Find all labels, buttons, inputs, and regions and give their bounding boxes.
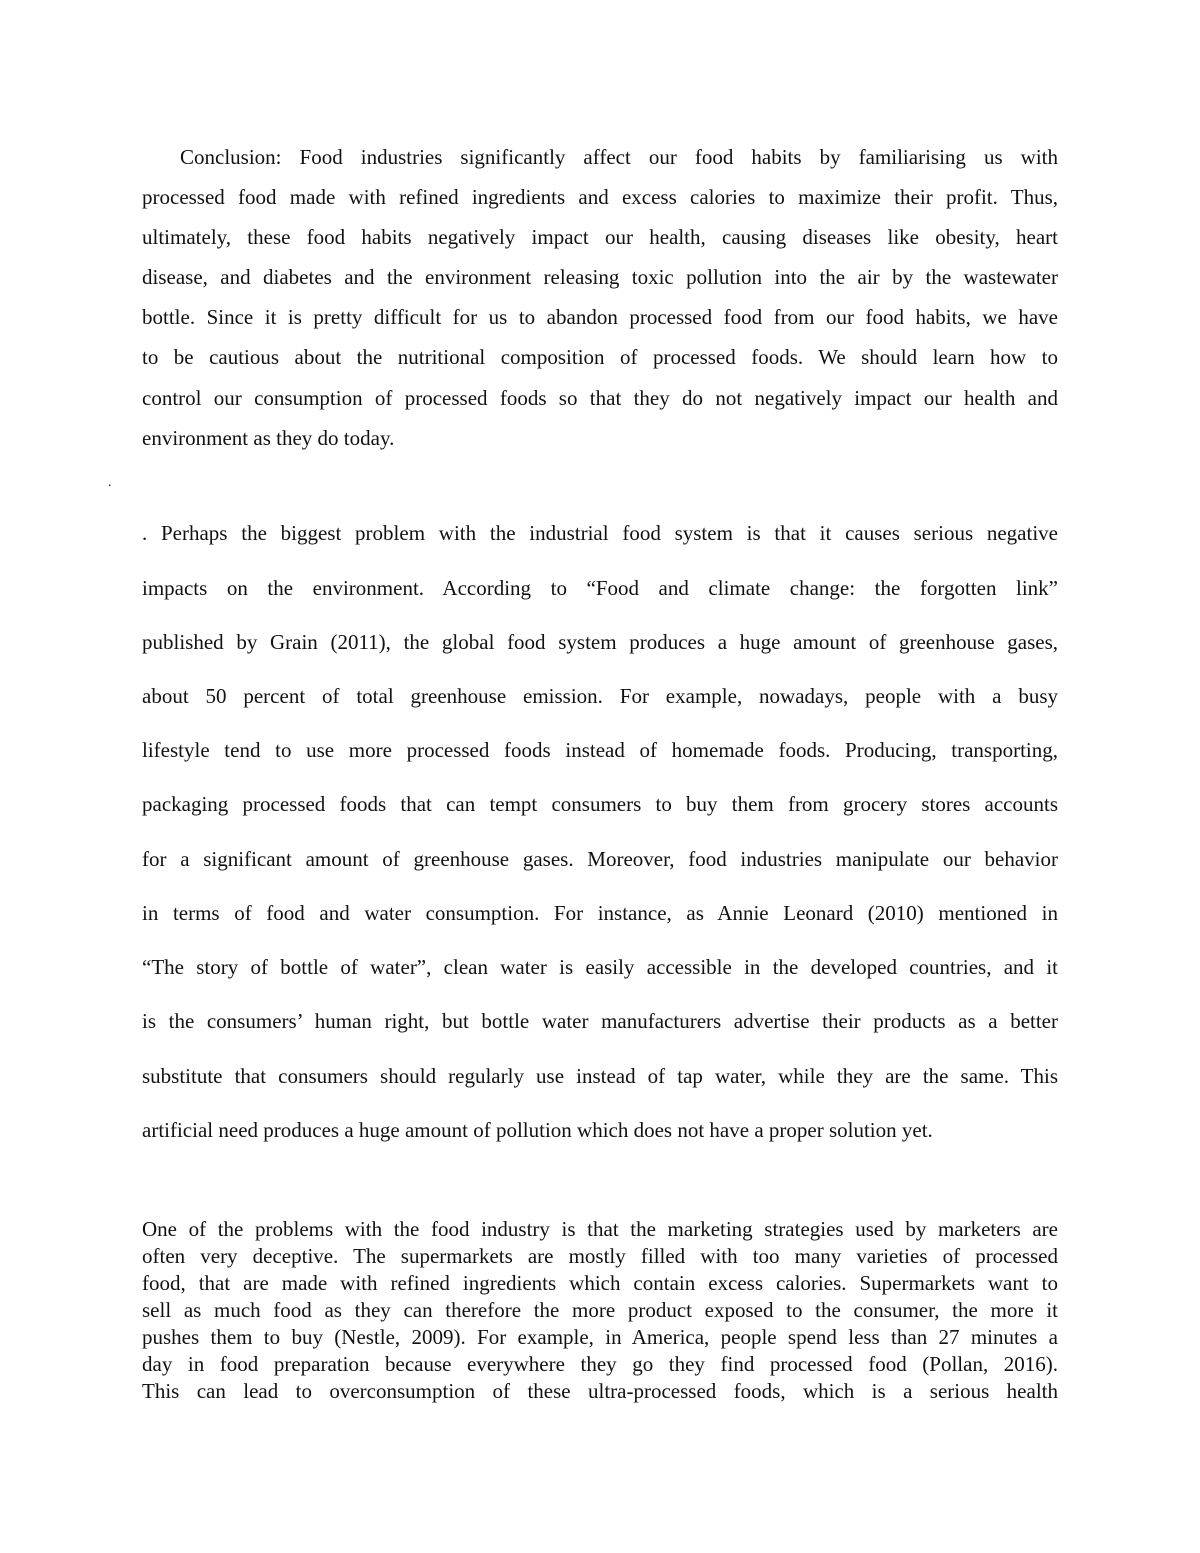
- conclusion-line-3: ultimately, these food habits negatively impact our health, causing diseases like obesity, heart: [142, 225, 1058, 249]
- environment-line-3: published by Grain (2011), the global food system produces a huge amount of greenhouse gases,: [142, 630, 1058, 654]
- environment-line-12: artificial need produces a huge amount of pollution which does not have a proper solution yet.: [142, 1118, 933, 1142]
- stray-mark: .: [108, 475, 112, 490]
- conclusion-line-1: Conclusion: Food industries significantly affect our food habits by familiarising us with: [180, 145, 1058, 169]
- conclusion-line-8: environment as they do today.: [142, 426, 395, 450]
- environment-line-7: for a significant amount of greenhouse gases. Moreover, food industries manipulate our behavior: [142, 847, 1058, 871]
- environment-line-10: is the consumers’ human right, but bottle water manufacturers advertise their products as a better: [142, 1009, 1058, 1033]
- conclusion-line-7: control our consumption of processed foods so that they do not negatively impact our health and: [142, 386, 1058, 410]
- environment-line-1: . Perhaps the biggest problem with the industrial food system is that it causes serious negative: [142, 521, 1058, 545]
- environment-line-11: substitute that consumers should regularly use instead of tap water, while they are the same. This: [142, 1064, 1058, 1088]
- environment-line-4: about 50 percent of total greenhouse emission. For example, nowadays, people with a busy: [142, 684, 1058, 708]
- environment-line-6: packaging processed foods that can tempt consumers to buy them from grocery stores accounts: [142, 792, 1058, 816]
- marketing-line-6: day in food preparation because everywhere they go they find processed food (Pollan, 2016).: [142, 1352, 1058, 1376]
- environment-line-9: “The story of bottle of water”, clean water is easily accessible in the developed countries, and it: [142, 955, 1058, 979]
- marketing-line-3: food, that are made with refined ingredients which contain excess calories. Supermarkets want to: [142, 1271, 1058, 1295]
- environment-line-8: in terms of food and water consumption. For instance, as Annie Leonard (2010) mentioned in: [142, 901, 1058, 925]
- conclusion-line-5: bottle. Since it is pretty difficult for us to abandon processed food from our food habits, we have: [142, 305, 1058, 329]
- conclusion-line-2: processed food made with refined ingredients and excess calories to maximize their profit. Thus,: [142, 185, 1058, 209]
- marketing-line-1: One of the problems with the food industry is that the marketing strategies used by marketers are: [142, 1217, 1058, 1241]
- conclusion-line-6: to be cautious about the nutritional composition of processed foods. We should learn how to: [142, 345, 1058, 369]
- marketing-line-7: This can lead to overconsumption of these ultra-processed foods, which is a serious health: [142, 1379, 1058, 1403]
- marketing-line-2: often very deceptive. The supermarkets are mostly filled with too many varieties of processed: [142, 1244, 1058, 1268]
- environment-line-5: lifestyle tend to use more processed foods instead of homemade foods. Producing, transporting,: [142, 738, 1058, 762]
- marketing-line-5: pushes them to buy (Nestle, 2009). For example, in America, people spend less than 27 minutes a: [142, 1325, 1058, 1349]
- environment-line-2: impacts on the environment. According to “Food and climate change: the forgotten link”: [142, 576, 1058, 600]
- marketing-line-4: sell as much food as they can therefore the more product exposed to the consumer, the more it: [142, 1298, 1058, 1322]
- conclusion-line-4: disease, and diabetes and the environment releasing toxic pollution into the air by the wastewater: [142, 265, 1058, 289]
